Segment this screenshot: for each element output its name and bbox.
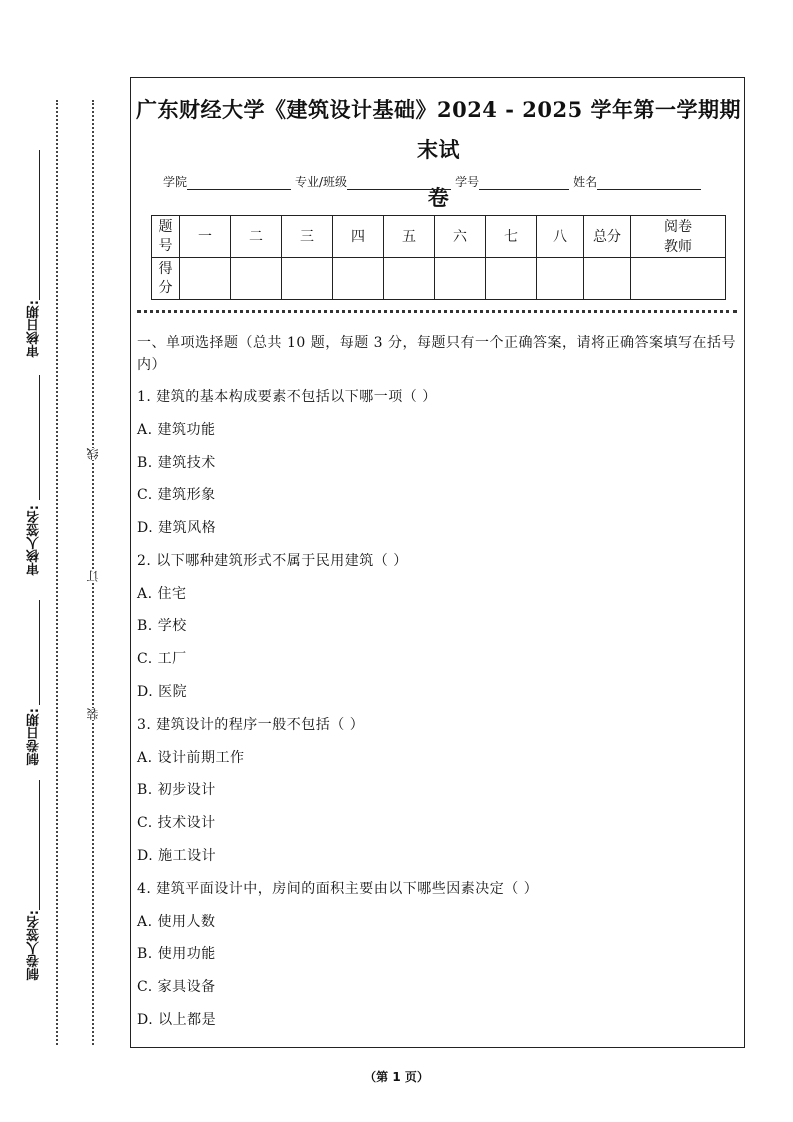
exam-paper-frame [130, 77, 745, 1048]
score-table-header-row [152, 216, 726, 258]
question-3-option-d: D. 施工设计 [137, 848, 217, 864]
question-no-label: 题号 [152, 216, 180, 258]
grader-label: 阅卷 教师 [631, 216, 726, 258]
score-cell-6[interactable] [435, 258, 486, 300]
question-1-option-d: D. 建筑风格 [137, 520, 217, 536]
question-3-option-c: C. 技术设计 [137, 815, 216, 831]
score-col-2: 二 [231, 216, 282, 258]
question-1-option-a: A. 建筑功能 [137, 422, 216, 438]
compiler-sign-line [39, 780, 40, 910]
compiler-sign-label: 制卷人签名: [27, 910, 42, 981]
exam-title-line1: 广东财经大学《建筑设计基础》2024 - 2025 学年第一学期期末试 [135, 97, 742, 162]
question-4-option-a: A. 使用人数 [137, 914, 216, 930]
student-no-label: 学号 [455, 175, 480, 189]
question-1-option-c: C. 建筑形象 [137, 487, 216, 503]
question-2-option-b: B. 学校 [137, 618, 187, 634]
score-table-score-row [152, 258, 726, 300]
question-4-option-d: D. 以上都是 [137, 1012, 217, 1028]
score-cell-2[interactable] [231, 258, 282, 300]
reviewer-sign-label: 审核人签名: [27, 505, 42, 576]
score-cell-7[interactable] [486, 258, 537, 300]
name-field[interactable] [597, 175, 701, 190]
score-col-total: 总分 [584, 216, 631, 258]
score-col-6: 六 [435, 216, 486, 258]
binding-mark-line: 线 [86, 448, 100, 460]
student-info-row [163, 173, 723, 190]
review-date-line [39, 150, 40, 300]
major-class-label: 专业/班级 [295, 175, 348, 189]
score-cell-total[interactable] [584, 258, 631, 300]
score-col-4: 四 [333, 216, 384, 258]
score-table [151, 215, 726, 300]
binding-mark-staple: 订 [86, 570, 100, 582]
name-label: 姓名 [573, 175, 598, 189]
score-col-8: 八 [537, 216, 584, 258]
binding-dotted-line-left [56, 100, 58, 1045]
question-3-stem: 3. 建筑设计的程序一般不包括（ ） [137, 717, 365, 733]
question-2-option-c: C. 工厂 [137, 651, 187, 667]
score-cell-4[interactable] [333, 258, 384, 300]
score-cell-5[interactable] [384, 258, 435, 300]
question-4-option-b: B. 使用功能 [137, 946, 216, 962]
exam-title [131, 90, 746, 218]
major-class-field[interactable] [347, 175, 451, 190]
score-col-3: 三 [282, 216, 333, 258]
score-col-5: 五 [384, 216, 435, 258]
score-cell-1[interactable] [180, 258, 231, 300]
score-col-7: 七 [486, 216, 537, 258]
score-cell-8[interactable] [537, 258, 584, 300]
question-2-option-d: D. 医院 [137, 684, 188, 700]
question-4-stem: 4. 建筑平面设计中，房间的面积主要由以下哪些因素决定（ ） [137, 881, 539, 897]
score-col-1: 一 [180, 216, 231, 258]
college-label: 学院 [163, 175, 188, 189]
compile-date-line [39, 600, 40, 705]
exam-title-line2: 卷 [427, 185, 450, 210]
section-1-heading: 一、单项选择题（总共 10 题，每题 3 分，每题只有一个正确答案，请将正确答案填写在括号内） [137, 335, 737, 373]
reviewer-sign-line [39, 375, 40, 500]
question-3-option-b: B. 初步设计 [137, 782, 216, 798]
student-no-field[interactable] [479, 175, 569, 190]
question-2-option-a: A. 住宅 [137, 586, 187, 602]
question-1-stem: 1. 建筑的基本构成要素不包括以下哪一项（ ） [137, 389, 437, 405]
compile-date-label: 制卷日期: [27, 708, 42, 766]
score-cell-3[interactable] [282, 258, 333, 300]
binding-mark-fold: 装 [86, 708, 100, 720]
dotted-separator [137, 310, 737, 313]
question-4-option-c: C. 家具设备 [137, 979, 216, 995]
review-date-label: 审核日期: [27, 300, 42, 358]
grader-cell[interactable] [631, 258, 726, 300]
college-field[interactable] [187, 175, 291, 190]
score-label: 得分 [152, 258, 180, 300]
page-number: （第 1 页） [364, 1070, 429, 1084]
question-3-option-a: A. 设计前期工作 [137, 750, 245, 766]
question-2-stem: 2. 以下哪种建筑形式不属于民用建筑（ ） [137, 553, 408, 569]
question-1-option-b: B. 建筑技术 [137, 455, 216, 471]
